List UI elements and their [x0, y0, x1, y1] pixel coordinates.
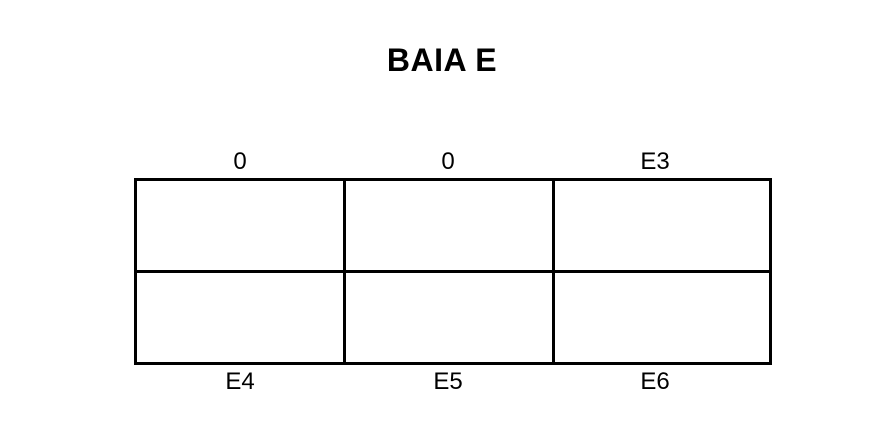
grid-cell-r2-c1: [137, 273, 343, 362]
bottom-label-3: E6: [640, 368, 670, 395]
top-label-1: 0: [233, 148, 247, 175]
bottom-label-2: E5: [433, 368, 463, 395]
top-label-3: E3: [640, 148, 670, 175]
grid-cell-r1-c2: [346, 181, 552, 270]
grid-cell-r2-c3: [555, 273, 769, 362]
diagram-title: BAIA E: [386, 42, 498, 78]
bay-grid: [134, 178, 772, 365]
top-label-2: 0: [441, 148, 455, 175]
grid-cell-r1-c3: [555, 181, 769, 270]
bottom-label-1: E4: [225, 368, 255, 395]
grid-cell-r1-c1: [137, 181, 343, 270]
grid-cell-r2-c2: [346, 273, 552, 362]
